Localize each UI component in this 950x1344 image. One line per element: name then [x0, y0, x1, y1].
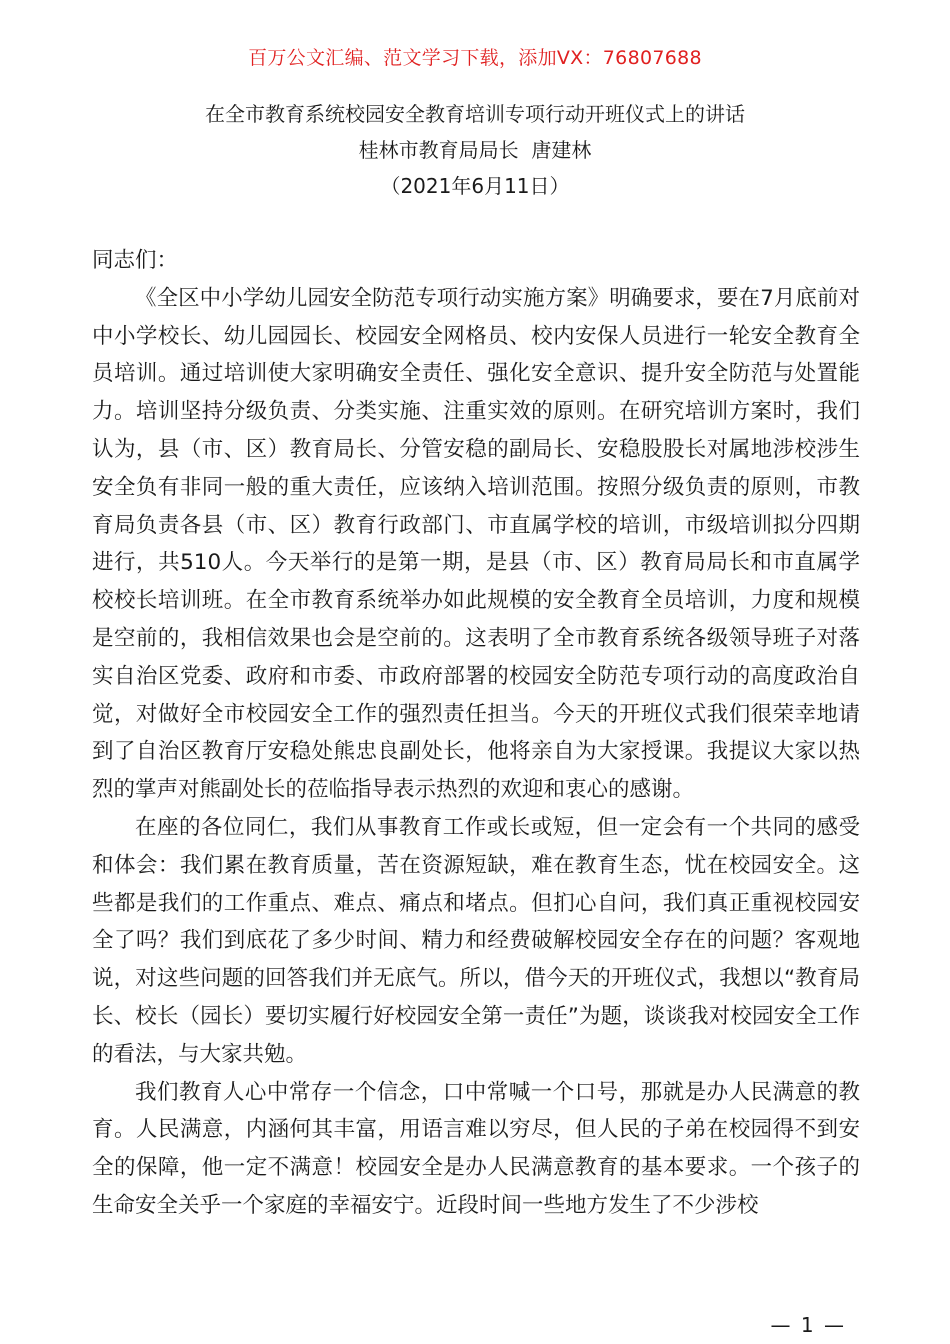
date-line: （2021年6月11日）	[380, 174, 570, 198]
speech-body	[92, 242, 860, 1225]
title-block	[0, 96, 950, 204]
document-title: 在全市教育系统校园安全教育培训专项行动开班仪式上的讲话	[205, 102, 745, 126]
salutation: 同志们：	[92, 248, 179, 273]
paragraph: 《全区中小学幼儿园安全防范专项行动实施方案》明确要求，要在7月底前对中小学校长、幼儿园园长、校园安全网格员、校内安保人员进行一轮安全教育全员培训。通过培训使大家明确安全责任、强化安全意识、提升安全防范与处置能力。培训坚持分级负责、分类实施、注重实效的原则。在研究培训方案时，我们认为，县（市、区）教育局长、分管安稳的副局长、安稳股股长对属地涉校涉生安全负有非同一般的重大责任，应该纳入培训范围。按照分级负责的原则，市教育局负责各县（市、区）教育行政部门、市直属学校的培训，市级培训拟分四期进行，共510人。今天举行的是第一期，是县（市、区）教育局局长和市直属学校校长培训班。在全市教育系统举办如此规模的安全教育全员培训，力度和规模是空前的，我相信效果也会是空前的。这表明了全市教育系统各级领导班子对落实自治区党委、政府和市委、市政府部署的校园安全防范专项行动的高度政治自觉，对做好全市校园安全工作的强烈责任担当。今天的开班仪式我们很荣幸地请到了自治区教育厅安稳处熊忠良副处长，他将亲自为大家授课。我提议大家以热烈的掌声对熊副处长的莅临指导表示热烈的欢迎和衷心的感谢。	[92, 285, 860, 803]
paragraph: 我们教育人心中常存一个信念，口中常喊一个口号，那就是办人民满意的教育。人民满意，内涵何其丰富，用语言难以穷尽，但人民的子弟在校园得不到安全的保障，他一定不满意！校园安全是办人民满意教育的基本要求。一个孩子的生命安全关乎一个家庭的幸福安宁。近段时间一些地方发生了不少涉校	[92, 1079, 860, 1218]
page-number: — 1 —	[770, 1313, 846, 1337]
author-line: 桂林市教育局局长 唐建林	[358, 138, 592, 162]
paragraph: 在座的各位同仁，我们从事教育工作或长或短，但一定会有一个共同的感受和体会：我们累在教育质量，苦在资源短缺，难在教育生态，忧在校园安全。这些都是我们的工作重点、难点、痛点和堵点。但扪心自问，我们真正重视校园安全了吗？我们到底花了多少时间、精力和经费破解校园安全存在的问题？客观地说，对这些问题的回答我们并无底气。所以，借今天的开班仪式，我想以“教育局长、校长（园长）要切实履行好校园安全第一责任”为题，谈谈我对校园安全工作的看法，与大家共勉。	[92, 814, 860, 1067]
watermark-banner: 百万公文汇编、范文学习下载，添加VX：76807688	[248, 47, 702, 69]
